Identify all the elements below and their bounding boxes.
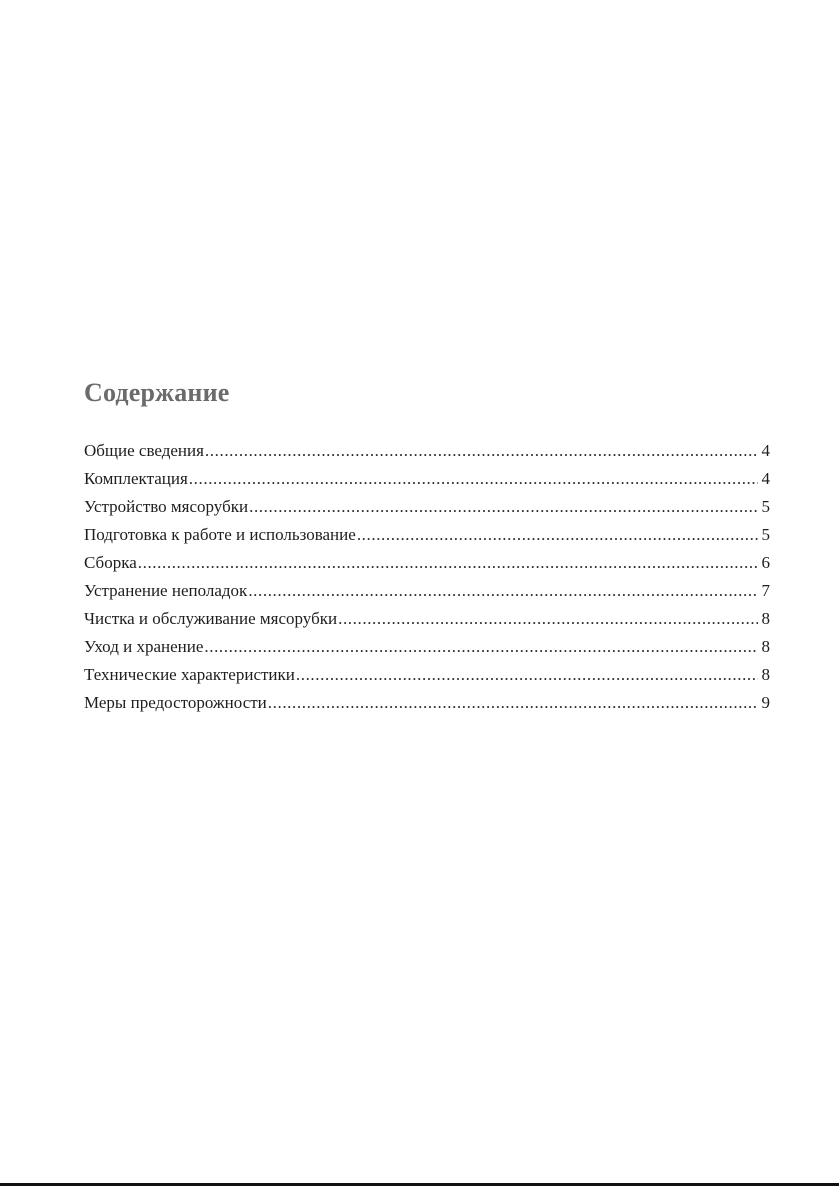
dot-leader [268,689,758,717]
toc-entry-label: Общие сведения [84,441,204,460]
toc-entry-page-number: 8 [761,609,770,628]
toc-entry-page-number: 9 [761,693,770,712]
toc-entry-page-number: 4 [761,441,770,460]
toc-entry-troubleshooting[interactable] [84,577,770,605]
toc-entry-preparation-and-use[interactable] [84,521,770,549]
toc-entry-page-number: 6 [761,553,770,572]
dot-leader [204,633,758,661]
toc-entry-page-number: 7 [761,581,770,600]
toc-entry-label: Чистка и обслуживание мясорубки [84,609,338,628]
toc-entry-label: Уход и хранение [84,637,204,656]
dot-leader [357,521,758,549]
toc-entry-device-description[interactable] [84,493,770,521]
toc-entry-label: Меры предосторожности [84,693,267,712]
toc-entry-package-contents[interactable] [84,465,770,493]
toc-entry-assembly[interactable] [84,549,770,577]
toc-entry-label: Комплектация [84,469,188,488]
dot-leader [248,577,758,605]
toc-entry-label: Устройство мясорубки [84,497,249,516]
dot-leader [189,465,758,493]
toc-entry-cleaning-and-maintenance[interactable] [84,605,770,633]
toc-entry-label: Сборка [84,553,137,572]
toc-entry-page-number: 5 [761,525,770,544]
toc-entry-page-number: 5 [761,497,770,516]
dot-leader [138,549,758,577]
dot-leader [205,437,758,465]
dot-leader [296,661,758,689]
toc-entry-label: Устранение неполадок [84,581,248,600]
dot-leader [338,605,758,633]
table-of-contents [84,437,770,717]
toc-entry-care-and-storage[interactable] [84,633,770,661]
toc-entry-specifications[interactable] [84,661,770,689]
toc-entry-general-info[interactable] [84,437,770,465]
toc-entry-label: Подготовка к работе и использование [84,525,356,544]
toc-entry-safety-precautions[interactable] [84,689,770,717]
toc-entry-page-number: 8 [761,665,770,684]
toc-entry-page-number: 4 [761,469,770,488]
toc-entry-label: Технические характеристики [84,665,295,684]
toc-title: Содержание [84,378,230,407]
toc-entry-page-number: 8 [761,637,770,656]
dot-leader [249,493,758,521]
